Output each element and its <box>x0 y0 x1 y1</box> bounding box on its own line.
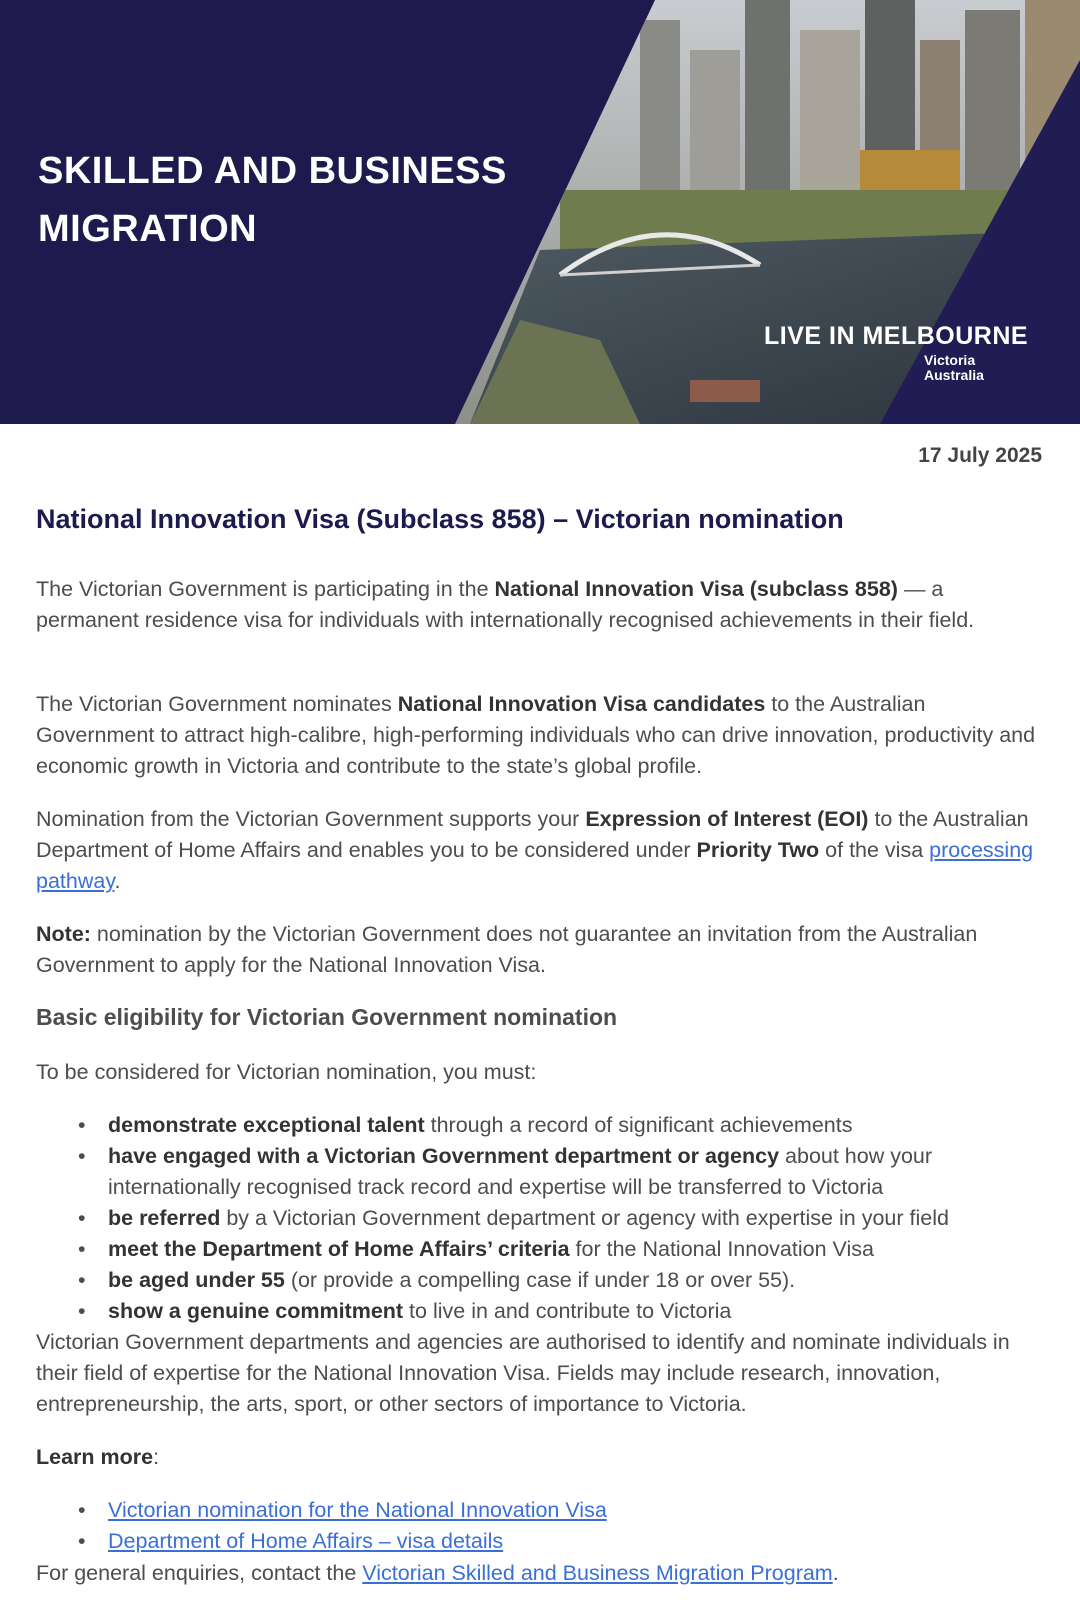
logo-subtitle-australia: Australia <box>924 367 984 383</box>
note-label: Note: <box>36 922 91 946</box>
list-item: • demonstrate exceptional talent through a record of significant achievements <box>36 1110 1046 1141</box>
list-item: • meet the Department of Home Affairs’ criteria for the National Innovation Visa <box>36 1234 1046 1265</box>
learn-more-label: Learn more: <box>36 1445 160 1469</box>
victorian-nomination-link[interactable]: Victorian nomination for the National Innovation Visa <box>108 1498 607 1522</box>
eligibility-heading: Basic eligibility for Victorian Government nomination <box>36 1004 618 1030</box>
visa-name-bold: National Innovation Visa (subclass 858) <box>494 577 898 601</box>
eoi-paragraph: Nomination from the Victorian Government supports your Expression of Interest (EOI) to the Australian Department of Home Affairs and enables you to be considered under Priority Two of the visa processing pathway. <box>36 807 1034 893</box>
list-item <box>36 1526 1046 1557</box>
list-item: • show a genuine commitment to live in and contribute to Victoria <box>36 1296 1046 1327</box>
page-title: National Innovation Visa (Subclass 858) – Victorian nomination <box>36 504 844 534</box>
logo-text: LIVE IN MELBOURNE <box>764 322 1029 350</box>
home-affairs-link[interactable]: Department of Home Affairs – visa details <box>108 1529 504 1553</box>
eligibility-list <box>36 1110 1046 1327</box>
logo-subtitle <box>924 353 984 383</box>
enquiries-paragraph: For general enquiries, contact the Victorian Skilled and Business Migration Program. <box>36 1561 839 1585</box>
list-item <box>36 1495 1046 1526</box>
list-item: • be aged under 55 (or provide a compelling case if under 18 or over 55). <box>36 1265 1046 1296</box>
header-banner <box>0 0 1080 424</box>
priority-two-bold: Priority Two <box>696 838 820 862</box>
list-item: • have engaged with a Victorian Government department or agency about how your internationally recognised track record and expertise will be transferred to Victoria <box>36 1141 1046 1203</box>
banner-title-line-1: SKILLED AND BUSINESS <box>38 150 507 192</box>
note-paragraph: Note: nomination by the Victorian Government does not guarantee an invitation from the Australian Government to apply for the National Innovation Visa. <box>36 922 978 977</box>
processing-pathway-link[interactable]: processing pathway <box>36 838 1034 893</box>
learn-more-links <box>36 1495 1046 1557</box>
list-item: • be referred by a Victorian Government department or agency with expertise in your field <box>36 1203 1046 1234</box>
departments-paragraph: Victorian Government departments and agencies are authorised to identify and nominate individuals in their field of expertise for the National Innovation Visa. Fields may include research, innovation, entrepreneurship, the arts, sport, or other sectors of importance to Victoria. <box>36 1330 1010 1416</box>
eoi-bold: Expression of Interest (EOI) <box>585 807 869 831</box>
issue-date: 17 July 2025 <box>918 444 1042 467</box>
logo-subtitle-victoria: Victoria <box>924 352 976 368</box>
eligibility-intro: To be considered for Victorian nomination, you must: <box>36 1060 537 1084</box>
nomination-paragraph: The Victorian Government nominates National Innovation Visa candidates to the Australian Government to attract high-calibre, high-performing individuals who can drive innovation, productivity and economic growth in Victoria and contribute to the state’s global profile. <box>36 692 1036 778</box>
banner-title <box>38 142 507 258</box>
intro-paragraph: The Victorian Government is participating in the National Innovation Visa (subclass 858) — a permanent residence visa for individuals with internationally recognised achievements in their field. <box>36 577 975 632</box>
live-in-melbourne-logo <box>764 312 1064 392</box>
banner-title-line-2: MIGRATION <box>38 208 258 250</box>
candidates-bold: National Innovation Visa candidates <box>397 692 766 716</box>
migration-program-link[interactable]: Victorian Skilled and Business Migration Program <box>362 1561 833 1585</box>
